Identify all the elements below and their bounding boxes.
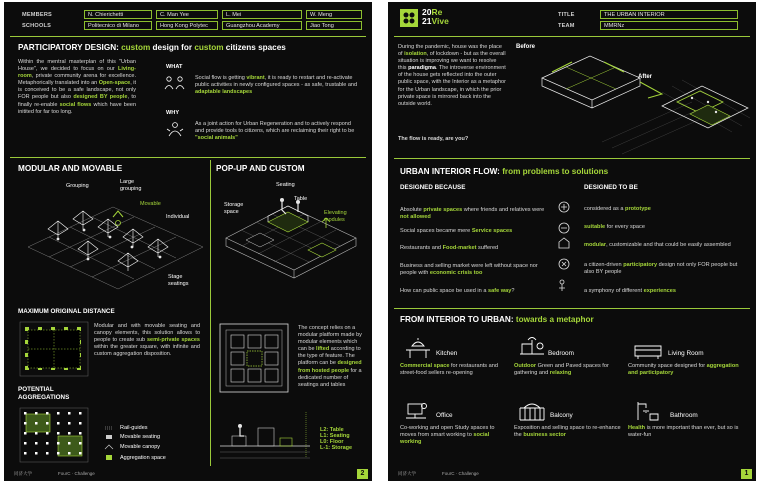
metaphor-bedroom: Bedroom <box>548 350 574 357</box>
before-after-illustration <box>512 42 752 154</box>
tobe-item: modular, customizable and that could be easily assembled <box>584 242 731 248</box>
bathroom-icon <box>634 398 660 424</box>
section-diagram <box>218 406 314 464</box>
grid-module <box>57 442 60 445</box>
because-item: How can public space be used in a safe way? <box>400 288 515 294</box>
grid-module <box>79 442 82 445</box>
metaphor-kitchen-text: Commercial space for restaurants and street-food sellers re-opening <box>400 363 498 376</box>
grid-module <box>46 412 49 415</box>
flow-icons <box>554 200 574 300</box>
office-icon <box>404 400 430 422</box>
grid-module <box>68 422 71 425</box>
member-cell: C. Man Yee <box>156 10 218 19</box>
levels-list <box>320 427 352 451</box>
divider <box>394 308 750 309</box>
what-text: Social flow is getting vibrant, it is ready to restart and re-activate public activities in newly configured spaces - as safe, trustable and adaptable landscapes <box>195 75 358 96</box>
grid-module <box>57 422 60 425</box>
grid-module <box>68 412 71 415</box>
university-logo: 同济大学 <box>398 471 416 476</box>
grid-module <box>57 432 60 435</box>
legend-icons <box>104 424 116 464</box>
member-cell: N. Chierichetti <box>84 10 152 19</box>
university-logo: 同济大学 <box>14 471 32 476</box>
grid-module <box>79 422 82 425</box>
living-room-icon <box>632 336 664 360</box>
schools-label: SCHOOLS <box>22 23 52 29</box>
designed-because-heading: DESIGNED BECAUSE <box>400 184 466 191</box>
metaphor-title: FROM INTERIOR TO URBAN: towards a metaphor <box>400 315 594 324</box>
challenge-logo: FourC · Challenge <box>58 471 95 476</box>
participatory-intro: Within the mentral masterplan of this "Urban House", we decided to focus on our Living-room, private community arena for excellence. Metaphorically translated into an Open-space, it is conceived to be a safe landscape, not only FOR people but also designed BY people, to finally re-enable social flows which have been initited for far too long. <box>18 59 137 115</box>
potential-aggregations-title: POTENTIAL AGGREGATIONS <box>18 386 70 401</box>
label-movable: Movable <box>140 201 161 207</box>
grid-module <box>46 422 49 425</box>
because-item: Business and selling market were left without space nor people with economic crisis too <box>400 263 538 276</box>
school-cell: Jiao Tong <box>306 21 362 30</box>
platform-illustration <box>216 178 366 296</box>
page-number: 1 <box>741 469 752 479</box>
grid-module <box>24 452 27 455</box>
grid-module <box>35 452 38 455</box>
grid-module <box>79 432 82 435</box>
grid-module <box>35 412 38 415</box>
concept-text: The concept relies on a modular platform made by modular elements which can be lifted according to the type of feature. The platform can be designed from hosted people for a dedicated number of seatings and tables <box>298 325 362 388</box>
logo-icon <box>400 9 418 27</box>
grid-module <box>68 452 71 455</box>
distance-grid <box>18 320 90 378</box>
right-page <box>388 2 756 481</box>
divider <box>394 158 750 159</box>
level-item: L0: Floor <box>320 439 344 445</box>
grid-module <box>35 422 38 425</box>
balcony-icon <box>518 398 546 422</box>
footer <box>4 469 372 481</box>
why-label: WHY <box>166 110 180 116</box>
grid-module <box>68 432 71 435</box>
canopies <box>48 211 168 271</box>
label-storage-space: Storage space <box>224 202 244 215</box>
kitchen-icon <box>404 336 432 360</box>
grid-module <box>24 412 27 415</box>
metaphor-office-text: Co-working and open Study spaces to moves from smart working to social working <box>400 425 495 445</box>
plan-diagram <box>218 322 290 394</box>
label-table: Table <box>294 196 308 202</box>
members-label: MEMBERS <box>22 12 52 18</box>
label-elevating-modules: Elevating modules <box>324 210 347 223</box>
member-cell: W. Meng <box>306 10 362 19</box>
title-value: THE URBAN INTERIOR <box>600 10 738 19</box>
legend-movable-seating: Movable seating <box>120 434 161 440</box>
what-icon <box>164 74 186 92</box>
grid-module <box>24 432 27 435</box>
grid-module <box>35 432 38 435</box>
team-value: MMRNz <box>600 21 738 30</box>
pandemic-text: During the pandemic, house was the place of isolation, of lockdown - but as the overall situation is improving we want to resolve this paradigma. The introverse environment of the house gets reflected into the outer public space, with the Interior as a metaphor for the Urban landscape, in which the prior private space is mirrored back into the outside world. <box>398 44 506 107</box>
because-item: Absolute private spaces where friends and relatives were not allowed <box>400 207 545 220</box>
level-item: L1: Seating <box>320 433 350 439</box>
grid-module <box>68 442 71 445</box>
because-item: Social spaces became mere Service spaces <box>400 228 513 234</box>
tobe-item: considered as a prototype <box>584 206 651 212</box>
metaphor-office: Office <box>436 412 453 419</box>
school-cell: Hong Kong Polytec <box>156 21 218 30</box>
column-divider <box>210 160 211 466</box>
designed-to-be-heading: DESIGNED TO BE <box>584 184 638 191</box>
grid-module <box>24 422 27 425</box>
metaphor-bathroom-text: Health is more important than ever, but so is water-fun <box>628 425 739 438</box>
modular-title: MODULAR AND MOVABLE <box>18 164 123 173</box>
grid-module <box>46 442 49 445</box>
bedroom-icon <box>518 336 546 360</box>
aggregation-grid <box>18 406 90 464</box>
before-label: Before <box>516 44 536 50</box>
level-item: L-1: Storage <box>320 445 353 451</box>
legend-rail-guides: Rail-guides <box>120 425 148 431</box>
tobe-item: a symphony of different experiences <box>584 288 676 294</box>
metaphor-bathroom: Bathroom <box>670 412 698 419</box>
revive-logo: 20Re 21Vive <box>422 7 449 26</box>
because-item: Restaurants and Food-market suffered <box>400 245 499 251</box>
metaphor-balcony: Balcony <box>550 412 573 419</box>
metaphor-bedroom-text: Outdoor Green and Paved spaces for gathering and relaxing <box>514 363 609 376</box>
max-distance-text: Modular and with movable seating and canopy elements, this solution allows to people to create sub semi-private spaces within the greater square, with infinite and custom aggregation disposition. <box>94 323 200 358</box>
metaphor-kitchen: Kitchen <box>436 350 458 357</box>
flow-title: URBAN INTERIOR FLOW: from problems to solutions <box>400 167 609 176</box>
team-label: TEAM <box>558 23 575 29</box>
page-number: 2 <box>357 469 368 479</box>
grid-module <box>79 452 82 455</box>
legend-aggregation-space: Aggregation space <box>120 455 166 461</box>
metaphor-living-room: Living Room <box>668 350 704 357</box>
grid-module <box>57 412 60 415</box>
grid-module <box>57 452 60 455</box>
metaphor-living-room-text: Community space designed for aggregation and participatory <box>628 363 739 376</box>
why-icon <box>165 120 185 138</box>
title-label: TITLE <box>558 12 575 18</box>
label-individual: Individual <box>166 214 190 220</box>
divider <box>10 36 366 37</box>
label-seating: Seating <box>276 182 295 188</box>
footer <box>388 469 756 481</box>
grid-module <box>46 452 49 455</box>
label-large-grouping: Large grouping <box>120 179 142 192</box>
challenge-logo: FourC · Challenge <box>442 471 479 476</box>
school-cell: Guangzhou Academy <box>222 21 302 30</box>
grid-module <box>46 432 49 435</box>
tobe-item: a citizen-driven participatory design not only FOR people but also BY people <box>584 262 738 275</box>
grid-module <box>79 412 82 415</box>
divider <box>394 36 750 37</box>
member-cell: L. Mei <box>222 10 302 19</box>
left-page <box>4 2 372 481</box>
flow-ready-text: The flow is ready, are you? <box>398 136 469 142</box>
level-item: L2: Table <box>320 427 344 433</box>
legend-movable-canopy: Movable canopy <box>120 444 161 450</box>
max-distance-title: MAXIMUM ORIGINAL DISTANCE <box>18 308 115 315</box>
label-grouping: Grouping <box>66 183 89 189</box>
why-text: As a joint action for Urban Regeneration and to actively respond and provide tools to citizens, which are reclaiming their right to be "social animals" <box>195 121 355 142</box>
grid-module <box>35 442 38 445</box>
tobe-item: suitable for every space <box>584 224 645 230</box>
popup-title: POP-UP AND CUSTOM <box>216 164 305 173</box>
divider <box>10 157 366 158</box>
label-stage-seatings: Stage seatings <box>168 274 189 287</box>
school-cell: Politecnico di Milano <box>84 21 152 30</box>
what-label: WHAT <box>166 64 183 70</box>
grid-module <box>24 442 27 445</box>
participatory-title: PARTICIPATORY DESIGN: custom design for custom citizens spaces <box>18 43 286 52</box>
metaphor-balcony-text: Exposition and selling space to re-enhance the business sector <box>514 425 621 438</box>
after-label: After <box>638 74 653 80</box>
